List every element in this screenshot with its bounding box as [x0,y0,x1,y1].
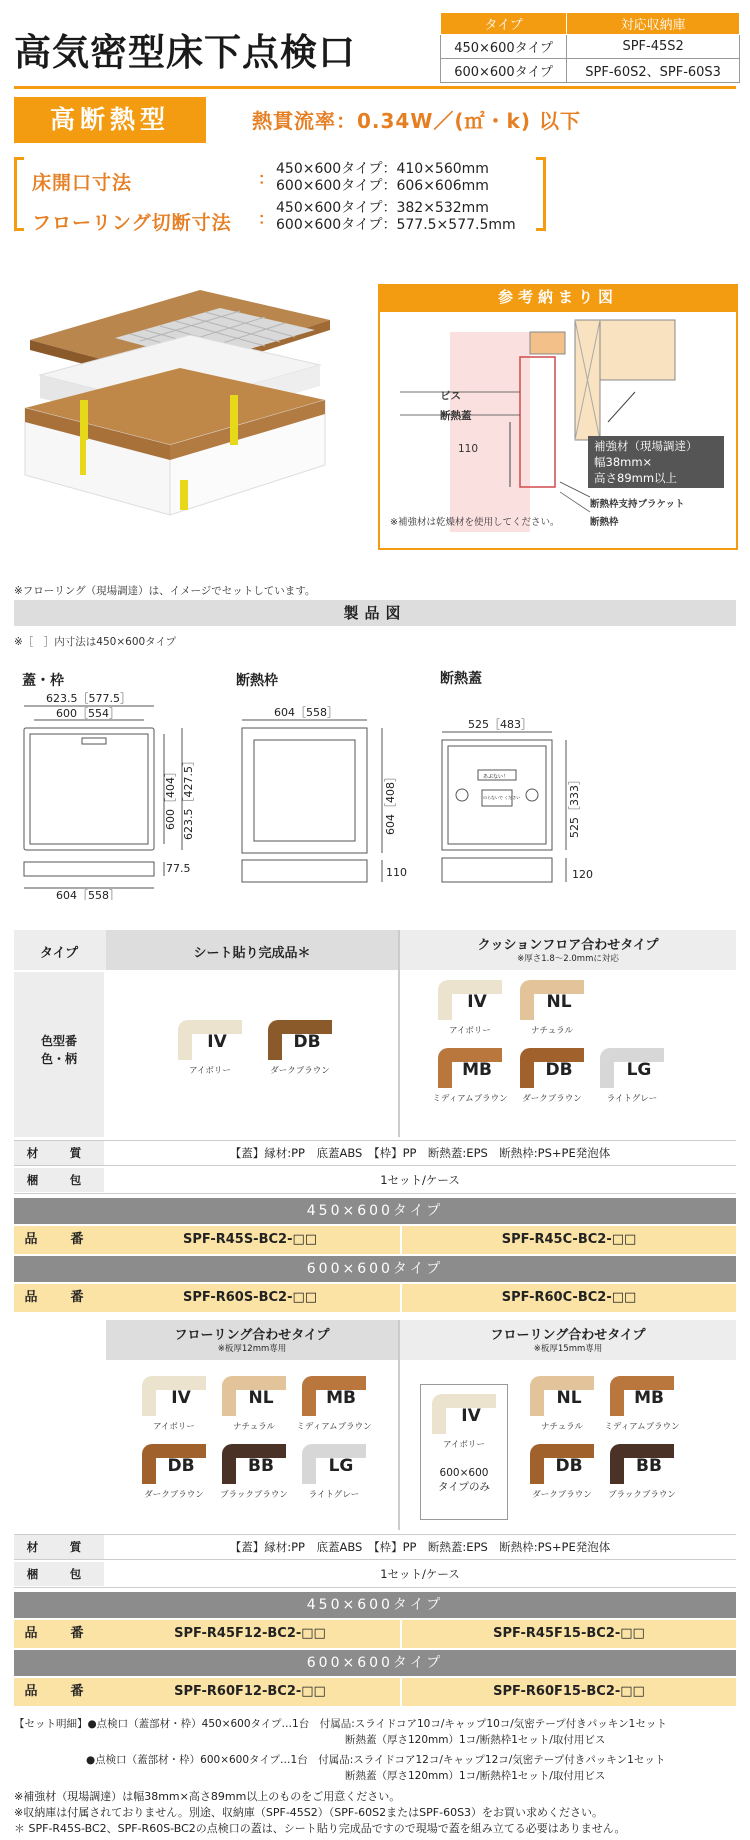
color-label-line: 色・柄 [40,1052,77,1066]
swatch-code: DB [293,1032,321,1052]
size-bar: 600×600タイプ [14,1256,736,1282]
cushion-sub: ※厚さ1.8～2.0mmに対応 [517,954,619,964]
part-number: SPF-R60S-BC2-□□ [182,1290,318,1305]
type-table-cell: SPF-45S2 [567,35,740,59]
swatch-name: ナチュラル [541,1422,583,1432]
dim-height: 120 [572,868,593,881]
type-table-header: 対応収納庫 [567,13,740,35]
pack-row [14,1168,736,1194]
size-bar: 600×600タイプ [14,1650,736,1676]
swatch-name: ミディアムブラウン [432,1094,508,1104]
swatch-name: ダークブラウン [270,1066,330,1076]
swatch-code: LG [626,1060,652,1080]
swatch-name: ダークブラウン [522,1094,582,1104]
f15-title: フローリング合わせタイプ [490,1328,646,1343]
color-swatch [142,1444,206,1500]
f12-title: フローリング合わせタイプ [174,1328,330,1343]
swatch-code: IV [207,1032,227,1052]
caution-tag: のらないで ください [483,795,521,800]
f15-iv-note-line: 600×600 [439,1467,489,1479]
floor-opening-value: 450×600タイプ：410×560mm [276,161,489,177]
product-photo [20,280,340,530]
pack-label: 梱 包 [14,1168,104,1192]
swatch-code: MB [634,1388,664,1408]
dim-height: 110 [386,866,407,879]
material-value: 【蓋】縁材:PP 底蓋ABS 【枠】PP 断熱蓋:EPS 断熱枠:PS+PE発泡体 [229,1540,611,1554]
drawing-label: 断熱枠 [236,673,278,689]
swatch-code: DB [555,1456,583,1476]
material-value: 【蓋】縁材:PP 底蓋ABS 【枠】PP 断熱蓋:EPS 断熱枠:PS+PE発泡体 [229,1146,611,1160]
swatch-name: ライトグレー [308,1490,360,1500]
col-divider [398,1320,400,1530]
swatch-code: MB [462,1060,492,1080]
pack-row [14,1562,736,1588]
color-label [14,1032,104,1068]
part-label: 品 番 [24,1232,94,1247]
set-line: ●点検口（蓋部材・枠）450×600タイプ…1台 付属品:スライドコア10コ/キャップ10コ/気密テープ付きパッキン1セット [87,1718,667,1730]
type-label: タイプ [39,946,79,961]
ref-lid-label: 断熱蓋 [440,410,472,422]
color-swatch [530,1376,594,1432]
color-swatch [438,980,502,1036]
swatch-name: アイボリー [189,1066,231,1076]
part-number: SPF-R45F15-BC2-□□ [400,1620,736,1648]
swatch-name: ミディアムブラウン [604,1422,680,1432]
color-swatch [220,1444,288,1500]
set-detail [14,1716,667,1731]
color-swatch [530,1444,594,1500]
swatch-code: NL [546,992,572,1012]
part-row [14,1226,736,1254]
footnote: ※収納庫は付属されておりません。別途、収納庫（SPF-45S2）（SPF-60S2またはSPF-60S3）をお買い求めください。 [14,1806,604,1819]
color-swatch [302,1444,366,1500]
color-swatch [222,1376,286,1432]
page-title: 高気密型床下点検口 [14,31,356,74]
floor-opening-label: 床開口寸法 [32,172,133,194]
swatch-name: ブラックブラウン [220,1490,288,1500]
swatch-name: ブラックブラウン [608,1490,676,1500]
colon: ： [258,169,275,188]
material-row [14,1534,736,1560]
ref-diagram-drawing [380,312,736,548]
swatch-name: ダークブラウン [144,1490,204,1500]
dim-inner-height: 600［404］ [164,766,177,830]
bracket-left [14,157,24,231]
set-label: 【セット明細】 [14,1718,88,1730]
dim-right: 525［333］ [568,774,581,838]
color-swatch [432,1394,496,1450]
footnote: ※補強材（現場調達）は幅38mm×高さ89mm以上のものをご用意ください。 [14,1790,401,1803]
set-line: ●点検口（蓋部材・枠）600×600タイプ…1台 付属品:スライドコア12コ/キャップ12コ/気密テープ付きパッキン1セット [86,1754,666,1766]
floor-opening-value: 600×600タイプ：606×606mm [276,178,489,194]
dim-inner-width: 600［554］ [56,707,120,720]
footnote: ＊ SPF-R45S-BC2、SPF-R60S-BC2の点検口の蓋は、シート貼り完成品ですので現場で蓋を組み立てる必要はありません。 [14,1822,626,1835]
color-swatch [600,1048,664,1104]
color-swatch [178,1020,242,1076]
flooring-cut-label: フローリング切断寸法 [32,212,232,234]
caution-tag: あぶない！ [483,774,509,780]
part-number: SPF-R45C-BC2-□□ [400,1226,736,1254]
part-row [14,1620,736,1648]
part-number: SPF-R45F12-BC2-□□ [174,1626,326,1641]
set-line: 断熱蓋（厚さ120mm）1コ/断熱枠1セット/取付用ビス [345,1770,606,1782]
dim-right: 604［408］ [384,771,397,835]
part-label: 品 番 [24,1626,94,1641]
dim-top: 525［483］ [468,718,532,731]
lid-frame-drawing [14,690,214,900]
type-table-cell: SPF-60S2、SPF-60S3 [567,59,740,83]
photo-note: ※フローリング（現場調達）は、イメージでセットしています。 [14,585,316,597]
ref-diagram-title: 参考納まり図 [378,284,738,310]
insulation-lid-drawing [432,690,602,900]
dim-height: 77.5 [166,862,191,875]
swatch-name: ミディアムブラウン [296,1422,372,1432]
size-bar: 450×600タイプ [14,1592,736,1618]
f15-sub: ※板厚15mm専用 [533,1344,603,1354]
swatch-code: LG [328,1456,354,1476]
material-label: 材 質 [14,1141,104,1165]
swatch-code: MB [326,1388,356,1408]
part-label: 品 番 [24,1290,94,1305]
dim-top: 604［558］ [274,706,338,719]
part-number: SPF-R60C-BC2-□□ [400,1284,736,1312]
ref-reinforce-line: 幅38mm× [594,455,653,469]
color-swatch [268,1020,332,1076]
sheet-title-text: シート貼り完成品 [193,946,298,961]
color-swatch [432,1048,508,1104]
pack-value: 1セット/ケース [380,1173,460,1187]
swatch-code: DB [545,1060,573,1080]
ref-reinforce-line: 補強材（現場調達） [594,439,698,453]
swatch-name: ライトグレー [606,1094,658,1104]
ref-height-label: 110 [458,443,479,455]
part-row [14,1284,736,1312]
swatch-code: BB [248,1456,274,1476]
swatch-code: IV [467,992,487,1012]
sheet-title [106,942,398,961]
drawing-label: 断熱蓋 [440,671,482,687]
part-number: SPF-R60F15-BC2-□□ [400,1678,736,1706]
colon: ： [258,209,275,228]
ref-frame-label: 断熱枠 [590,517,619,528]
color-swatch [520,980,584,1036]
swatch-name: アイボリー [153,1422,195,1432]
swatch-name: ダークブラウン [532,1490,592,1500]
ref-reinforce-box [588,436,724,488]
f12-sub: ※板厚12mm専用 [217,1344,287,1354]
insulation-badge: 高断熱型 [14,97,206,143]
dim-outer-height: 623.5［427.5］ [182,755,195,840]
flooring-cut-value: 450×600タイプ：382×532mm [276,200,489,216]
insulation-frame-drawing [232,690,412,900]
swatch-name: ナチュラル [233,1422,275,1432]
flooring-cut-value: 600×600タイプ：577.5×577.5mm [276,217,516,233]
cushion-title: クッションフロア合わせタイプ [477,938,659,953]
pack-label: 梱 包 [14,1562,104,1586]
part-row [14,1678,736,1706]
type-table-header: タイプ [441,13,567,35]
part-label: 品 番 [24,1684,94,1699]
size-bar: 450×600タイプ [14,1198,736,1224]
ref-reinforce-line: 高さ89mm以上 [594,471,678,485]
swatch-code: NL [248,1388,274,1408]
f15-iv-note-line: タイプのみ [438,1481,490,1493]
dim-outer-width: 623.5［577.5］ [46,692,131,705]
product-drawing-head: 製品図 [14,600,736,626]
type-table [440,12,740,83]
color-swatch [296,1376,372,1432]
swatch-code: DB [167,1456,195,1476]
dim-bottom-width: 604［558］ [56,889,120,900]
part-number: SPF-R60F12-BC2-□□ [174,1684,326,1699]
heat-transmission: 熱貫流率：0.34W／(㎡・k) 以下 [252,109,581,133]
sheet-star: ＊ [297,946,311,961]
swatch-code: IV [461,1406,481,1426]
pack-value: 1セット/ケース [380,1567,460,1581]
swatch-code: IV [171,1388,191,1408]
swatch-code: NL [556,1388,582,1408]
ref-bis-label: ビス [440,390,461,402]
bracket-note: ※［ ］内寸法は450×600タイプ [14,636,177,648]
type-table-cell: 450×600タイプ [441,35,567,59]
drawing-label: 蓋・枠 [22,673,64,689]
color-swatch [142,1376,206,1432]
set-line: 断熱蓋（厚さ120mm）1コ/断熱枠1セット/取付用ビス [345,1734,606,1746]
swatch-name: アイボリー [443,1440,485,1450]
swatch-name: アイボリー [449,1026,491,1036]
divider [14,86,736,89]
color-swatch [520,1048,584,1104]
color-swatch [604,1376,680,1432]
color-label-line: 色型番 [40,1034,77,1048]
swatch-name: ナチュラル [531,1026,573,1036]
part-number: SPF-R45S-BC2-□□ [182,1232,318,1247]
material-label: 材 質 [14,1535,104,1559]
type-table-cell: 600×600タイプ [441,59,567,83]
swatch-code: BB [636,1456,662,1476]
bracket-right [536,157,546,231]
ref-bracket-label: 断熱枠支持ブラケット [590,499,685,510]
color-swatch [608,1444,676,1500]
material-row [14,1140,736,1166]
col-divider [398,930,400,1137]
ref-note: ※補強材は乾燥材を使用してください。 [390,517,560,528]
f15-iv-note [420,1466,508,1494]
